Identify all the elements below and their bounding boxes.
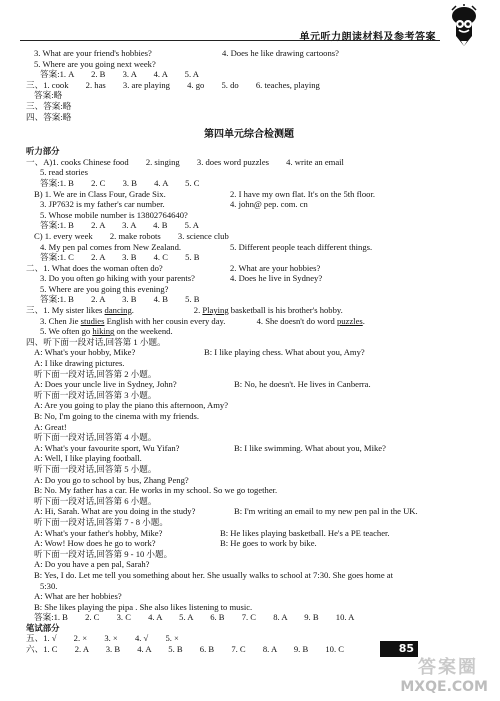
- answer-line: 四、答案:略: [26, 111, 72, 122]
- dialogue-line: A: Well, I like playing football.: [34, 453, 142, 464]
- dialogue-line: A: Great!: [34, 421, 67, 432]
- text-line: 三、1. My sister likes: [26, 305, 103, 316]
- dialogue-line: A: I like drawing pictures.: [34, 358, 125, 369]
- text-line: basketball is his brother's hobby.: [230, 305, 343, 316]
- text-line: 3. Chen Jie: [40, 315, 79, 326]
- text-line: 2. I have my own flat. It's on the 5th floor.: [230, 188, 375, 199]
- watermark-text: 答案圈: [418, 657, 478, 678]
- text-line: 3. JP7632 is my father's car number.: [40, 199, 165, 210]
- header-rule: [20, 40, 440, 41]
- text-line: 5. read stories: [40, 167, 88, 178]
- underlined-word: puzzles: [336, 315, 363, 326]
- text-line: B) 1. We are in Class Four, Grade Six.: [34, 188, 166, 199]
- text-line: on the weekend.: [116, 326, 173, 337]
- answer-line: 三、答案:略: [26, 100, 72, 111]
- answer-line: 五、1. √ 2. × 3. × 4. √ 5. ×: [26, 633, 179, 644]
- dialogue-line: A: Are you going to play the piano this afternoon, Amy?: [34, 400, 229, 411]
- text-line: 听下面一段对话,回答第 6 小题。: [34, 495, 157, 506]
- text-line: 二、1. What does the woman often do?: [26, 262, 163, 273]
- page-header: [0, 0, 500, 46]
- text-line: 听下面一段对话,回答第 4 小题。: [34, 432, 157, 443]
- dialogue-line: B: I like swimming. What about you, Mike?: [234, 442, 386, 453]
- dialogue-line: A: What's your favourite sport, Wu Yifan?: [34, 442, 180, 453]
- text-line: 听下面一段对话,回答第 7 - 8 小题。: [34, 516, 168, 527]
- header-title: 单元听力朗读材料及参考答案: [299, 32, 436, 43]
- dialogue-line: A: Hi, Sarah. What are you doing in the study?: [34, 506, 196, 517]
- text-line: 听下面一段对话,回答第 3 小题。: [34, 389, 157, 400]
- text-line: 2.: [193, 305, 201, 316]
- dialogue-line: A: What's your father's hobby, Mike?: [34, 527, 163, 538]
- answer-line: 六、1. C 2. A 3. B 4. A 5. B 6. B 7. C 8. A 9. B 10. C: [26, 644, 345, 655]
- text-line: 三、1. cook 2. has 3. are playing 4. go 5. do 6. teaches, playing: [26, 79, 320, 90]
- dialogue-line: B: She likes playing the pipa . She also likes listening to music.: [34, 601, 253, 612]
- unit-title: 第四单元综合检测题: [204, 129, 294, 141]
- text-line: 5. Where are you going next week?: [34, 58, 156, 69]
- dialogue-line: B: I like playing chess. What about you, Amy?: [204, 347, 365, 358]
- dialogue-line: B: He likes playing basketball. He's a PE teacher.: [220, 527, 390, 538]
- dialogue-line: B: Yes, I do. Let me tell you something about her. She usually walks to school at 7:30. She goes home at: [34, 569, 393, 580]
- underlined-word: Playing: [202, 305, 229, 316]
- text-line: 听下面一段对话,回答第 5 小题。: [34, 463, 157, 474]
- underlined-word: dancing: [104, 305, 132, 316]
- underlined-word: hiking: [92, 326, 115, 337]
- dialogue-line: A: Do you have a pen pal, Sarah?: [34, 559, 150, 570]
- dialogue-line: B: I'm writing an email to my new pen pal in the UK.: [234, 506, 418, 517]
- answer-line: 答案:略: [34, 90, 63, 101]
- text-line: 听下面一段对话,回答第 2 小题。: [34, 368, 157, 379]
- pencil-mascot-icon: [442, 4, 486, 48]
- dialogue-line: A: Does your uncle live in Sydney, John?: [34, 379, 177, 390]
- text-line: 听下面一段对话,回答第 9 - 10 小题。: [34, 548, 173, 559]
- text-line: 4. My pen pal comes from New Zealand.: [40, 241, 182, 252]
- underlined-word: studies: [80, 315, 105, 326]
- text-line: 3. What are your friend's hobbies?: [34, 48, 152, 58]
- text-line: 四、听下面一段对话,回答第 1 小题。: [26, 336, 166, 347]
- section-heading: 听力部分: [26, 146, 60, 157]
- dialogue-line: 5:30.: [40, 580, 58, 591]
- text-line: 5. We often go: [40, 326, 91, 337]
- text-line: 4. Does he live in Sydney?: [230, 273, 323, 284]
- answer-line: 答案:1. C 2. A 3. B 4. C 5. B: [40, 252, 200, 263]
- text-line: 3. Do you often go hiking with your parents?: [40, 273, 195, 284]
- answer-line: 答案:1. A 2. B 3. A 4. A 5. A: [40, 69, 200, 80]
- text-line: .: [362, 315, 365, 326]
- text-line: 一、A)1. cooks Chinese food 2. singing 3. does word puzzles 4. write an email: [26, 156, 344, 167]
- answer-line: 答案:1. B 2. A 3. A 4. B 5. A: [40, 220, 200, 231]
- dialogue-line: A: Wow! How does he go to work?: [34, 538, 156, 549]
- dialogue-line: B: No, I'm going to the cinema with my friends.: [34, 411, 200, 421]
- text-line: 4. She doesn't do word: [256, 315, 335, 326]
- text-line: 2. What are your hobbies?: [230, 262, 321, 273]
- dialogue-line: A: What's your hobby, Mike?: [34, 347, 136, 358]
- dialogue-line: B: He goes to work by bike.: [220, 538, 317, 549]
- text-line: 4. john@ pep. com. cn: [230, 199, 308, 210]
- dialogue-line: B: No, he doesn't. He lives in Canberra.: [234, 379, 371, 390]
- text-line: .: [131, 305, 134, 316]
- text-line: 4. Does he like drawing cartoons?: [222, 48, 339, 58]
- dialogue-line: A: What are her hobbies?: [34, 591, 122, 602]
- answer-line: 答案:1. B 2. C 3. B 4. A 5. C: [40, 177, 200, 188]
- answer-line: 答案:1. B 2. A 3. B 4. B 5. B: [40, 294, 200, 305]
- text-line: C) 1. every week 2. make robots 3. science club: [34, 230, 229, 241]
- answer-content: [26, 48, 472, 655]
- dialogue-line: B: No. My father has a car. He works in my school. So we go together.: [34, 485, 278, 496]
- answer-line: 答案:1. B 2. C 3. C 4. A 5. A 6. B 7. C 8. A 9. B 10. A: [34, 612, 355, 623]
- page-number: 85: [398, 642, 414, 655]
- text-line: 5. Where are you going this evening?: [40, 283, 169, 294]
- text-line: 5. Different people teach different things.: [230, 241, 373, 252]
- watermark-url: MXQE.COM: [400, 679, 488, 695]
- text-line: English with her cousin every day.: [106, 315, 226, 326]
- section-heading: 笔试部分: [26, 622, 60, 633]
- dialogue-line: A: Do you go to school by bus, Zhang Peng?: [34, 474, 189, 485]
- text-line: 5. Whose mobile number is 13802764640?: [40, 209, 188, 220]
